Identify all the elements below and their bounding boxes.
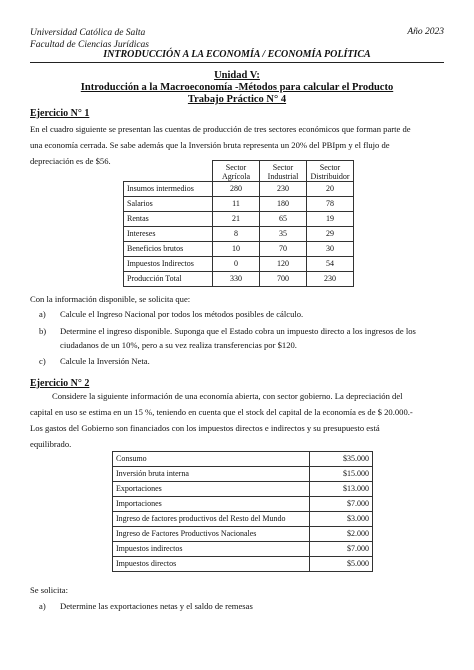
table-row [124,272,354,287]
row-label: Impuestos directos [113,557,310,572]
table-row [113,467,373,482]
exercise-2-request: Se solicita: [30,585,68,595]
table-row [113,452,373,467]
practical-title: Trabajo Práctico N° 4 [187,94,287,105]
statement-line: En el cuadro siguiente se presentan las cuentas de producción de tres sectores económicos que forman parte de [30,124,411,134]
item-text: Determine las exportaciones netas y el saldo de remesas [60,601,253,611]
row-label: Consumo [113,452,310,467]
row-label: Ingreso de factores productivos del Resto del Mundo [113,512,310,527]
table-row [124,182,354,197]
row-label: Inversión bruta interna [113,467,310,482]
table-row [124,197,354,212]
table-row [124,227,354,242]
cell-value: 11 [213,197,260,212]
row-label: Impuestos indirectos [113,542,310,557]
cell-value: 120 [260,257,307,272]
cell-value: 20 [307,182,354,197]
row-label: Salarios [124,197,213,212]
item-text: Determine el ingreso disponible. Suponga que el Estado cobra un impuesto directo a los ingresos de los [60,326,416,336]
cell-value: $13.000 [310,482,373,497]
statement-line: una economía cerrada. Se sabe además que la Inversión bruta representa un 20% del PBIpm y el flujo de [30,140,390,150]
item-marker: c) [39,356,46,366]
row-label: Intereses [124,227,213,242]
item-text: ciudadanos de un 10%, pero a su vez realiza transferencias por $120. [60,340,297,350]
cell-value: 54 [307,257,354,272]
sector-accounts-table [123,160,354,287]
row-label: Impuestos Indirectos [124,257,213,272]
table-row [124,212,354,227]
header-rule [30,62,444,63]
cell-value: 280 [213,182,260,197]
cell-value: $7.000 [310,542,373,557]
table-row [113,512,373,527]
exercise-1-request: Con la información disponible, se solicita que: [30,294,191,304]
table-header-row [124,161,354,182]
exercise-2-statement [30,388,444,452]
unit-title: Unidad V: [214,70,260,81]
cell-value: $35.000 [310,452,373,467]
header-left [30,27,149,51]
table-row [113,482,373,497]
cell-value: 30 [307,242,354,257]
cell-value: $5.000 [310,557,373,572]
exercise-2-heading: Ejercicio N° 2 [30,378,90,389]
table-row [124,242,354,257]
cell-value: 330 [213,272,260,287]
cell-value: $7.000 [310,497,373,512]
cell-value: 78 [307,197,354,212]
row-label: Importaciones [113,497,310,512]
cell-value: 65 [260,212,307,227]
cell-value: 35 [260,227,307,242]
statement-line: equilibrado. [30,439,72,449]
cell-value: 230 [260,182,307,197]
cell-value: $3.000 [310,512,373,527]
statement-line: capital en uso se estima en un 15 %, teniendo en cuenta que el stock del capital de la economía es de $ 20.000.- [30,407,413,417]
row-label: Producción Total [124,272,213,287]
statement-line: Considere la siguiente información de una economía abierta, con sector gobierno. La depreciación del [52,391,403,401]
table-row [113,557,373,572]
cell-value: $15.000 [310,467,373,482]
faculty-name: Facultad de Ciencias Jurídicas [30,40,149,50]
cell-value: 230 [307,272,354,287]
cell-value: 700 [260,272,307,287]
statement-line: depreciación es de $56. [30,156,111,166]
cell-value: 10 [213,242,260,257]
exercise-1-heading: Ejercicio N° 1 [30,108,90,119]
item-marker: a) [39,601,46,611]
table-row [124,257,354,272]
row-label: Insumos intermedios [124,182,213,197]
unit-subtitle: Introducción a la Macroeconomía -Métodos para calcular el Producto [80,82,394,93]
row-label: Exportaciones [113,482,310,497]
cell-value: $2.000 [310,527,373,542]
cell-value: 21 [213,212,260,227]
cell-value: 29 [307,227,354,242]
cell-value: 8 [213,227,260,242]
cell-value: 19 [307,212,354,227]
item-marker: a) [39,309,46,319]
header-industrial: Sector Industrial [260,161,307,182]
table-row [113,497,373,512]
header-year: Año 2023 [407,27,444,37]
economy-data-table [112,451,373,572]
header-distribuidor: Sector Distribuidor [307,161,354,182]
table-row [113,542,373,557]
cell-value: 0 [213,257,260,272]
university-name: Universidad Católica de Salta [30,28,146,38]
table-corner-cell [124,161,213,182]
item-text: Calcule la Inversión Neta. [60,356,150,366]
row-label: Beneficios brutos [124,242,213,257]
item-text: Calcule el Ingreso Nacional por todos los métodos posibles de cálculo. [60,309,304,319]
cell-value: 70 [260,242,307,257]
header-agricola: Sector Agrícola [213,161,260,182]
row-label: Ingreso de Factores Productivos Nacionales [113,527,310,542]
course-title: INTRODUCCIÓN A LA ECONOMÍA / ECONOMÍA POLÍTICA [103,49,371,60]
cell-value: 180 [260,197,307,212]
item-marker: b) [39,326,47,336]
statement-line: Los gastos del Gobierno son financiados con los impuestos directos e indirectos y su presupuesto está [30,423,380,433]
row-label: Rentas [124,212,213,227]
table-row [113,527,373,542]
